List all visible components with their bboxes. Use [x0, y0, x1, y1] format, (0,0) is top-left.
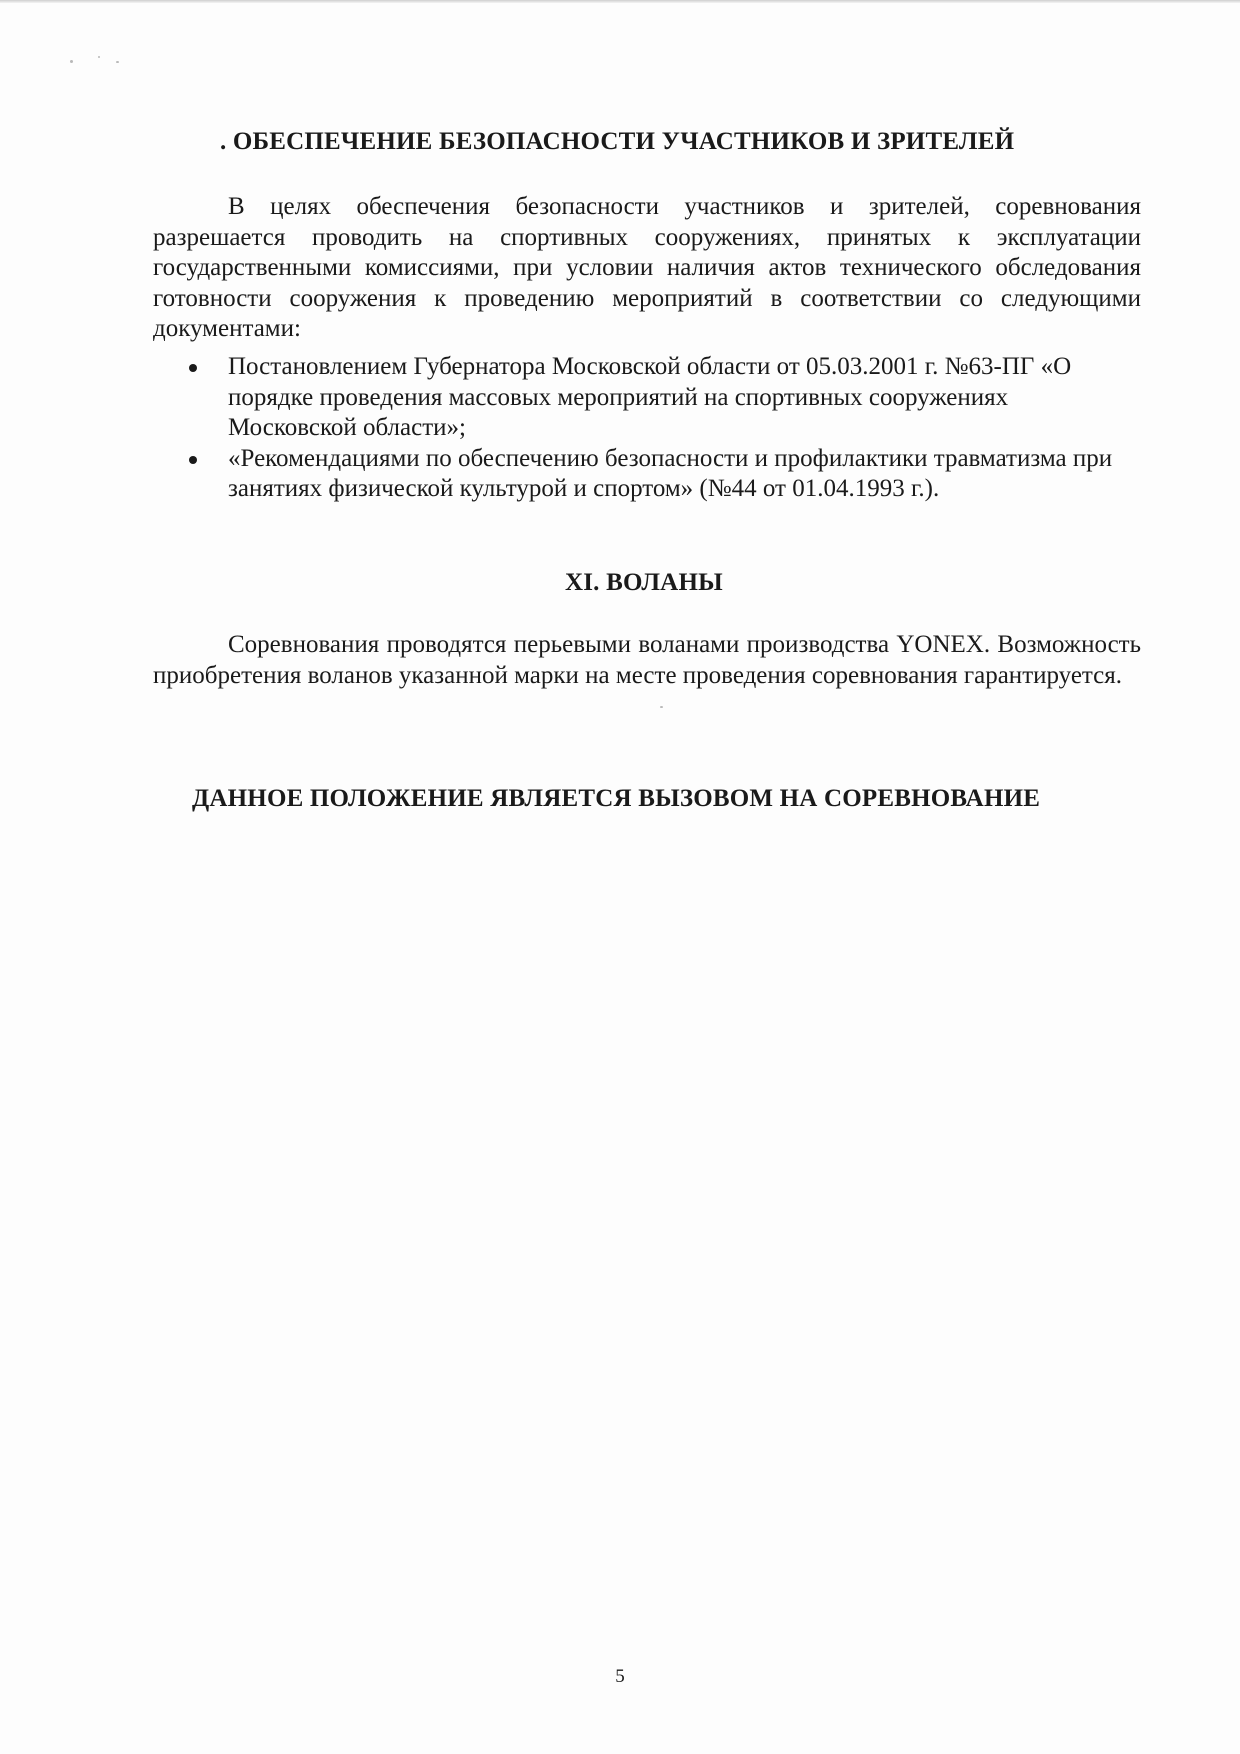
safety-paragraph: В целях обеспечения безопасности участников и зрителей, соревнования разрешается проводить на спортивных сооружениях, принятых к эксплуатации государственными комиссиями, при условии наличия актов технического обследования готовности сооружения к проведению мероприятий в соответствии со следующими документами:: [153, 193, 1141, 342]
list-item: [153, 444, 1143, 505]
list-item: [153, 352, 1143, 444]
final-statement: ДАННОЕ ПОЛОЖЕНИЕ ЯВЛЯЕТСЯ ВЫЗОВОМ НА СОРЕВНОВАНИЕ: [192, 785, 1041, 812]
scan-speck: [98, 56, 100, 58]
scan-speck: [70, 60, 73, 63]
safety-document-list: [153, 352, 1143, 505]
scan-speck: [660, 706, 663, 708]
scan-top-edge: [0, 0, 1240, 3]
scan-speck: [116, 61, 119, 63]
list-item-text: «Рекомендациями по обеспечению безопасности и профилактики травматизма при занятиях физической культурой и спортом» (№44 от 01.04.1993 г.).: [228, 444, 1113, 502]
list-item-text: Постановлением Губернатора Московской области от 05.03.2001 г. №63-ПГ «О порядке проведения массовых мероприятий на спортивных сооружениях Московской области»;: [228, 353, 1072, 441]
bullet-icon: [189, 456, 197, 464]
page-number: 5: [615, 1666, 625, 1687]
bullet-icon: [189, 364, 197, 372]
shuttles-paragraph: Соревнования проводятся перьевыми воланами производства YONEX. Возможность приобретения воланов указанной марки на месте проведения соревнования гарантируется.: [153, 631, 1141, 689]
section-title-safety: . ОБЕСПЕЧЕНИЕ БЕЗОПАСНОСТИ УЧАСТНИКОВ И ЗРИТЕЛЕЙ: [220, 128, 1015, 155]
section-title-shuttles: XI. ВОЛАНЫ: [565, 569, 723, 596]
